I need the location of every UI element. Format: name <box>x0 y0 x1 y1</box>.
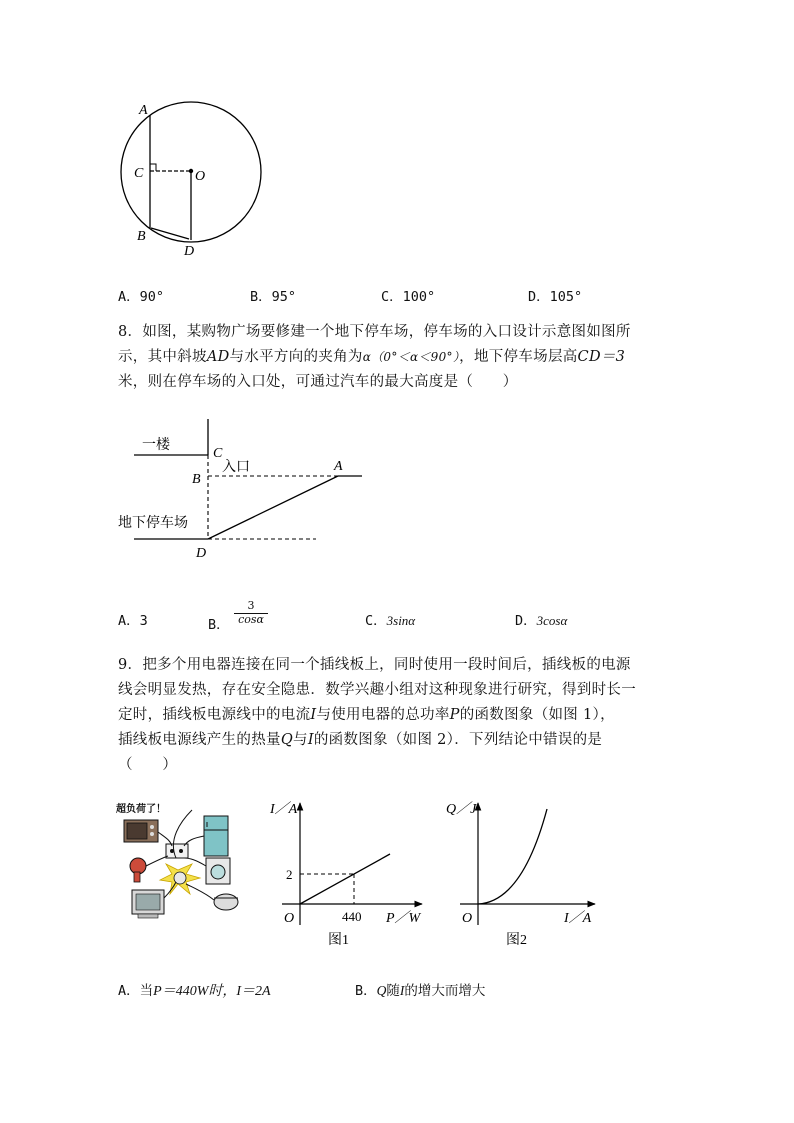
q9-line-1: 9．把多个用电器连接在同一个插线板上，同时使用一段时间后，插线板的电源 <box>118 657 631 673</box>
q8-option-d-expr: 3cosα <box>536 613 568 628</box>
q8-line-2 <box>118 345 625 369</box>
q9-option-b-prefix: B． <box>355 983 377 999</box>
q9-q: Q <box>280 732 293 748</box>
label-d: D <box>184 244 195 259</box>
q8-line-3: 米，则在停车场的入口处，可通过汽车的最大高度是（ ） <box>118 374 518 390</box>
right-angle-mark <box>150 164 156 171</box>
fig2-origin: O <box>462 911 473 926</box>
basement-label: 地下停车场 <box>118 516 188 531</box>
q7-option-a: A．90° <box>118 289 165 305</box>
q9-line-3 <box>118 703 615 727</box>
q8-line-2-pre: 示，其中斜坡 <box>118 349 207 365</box>
q8-cd: CD＝3 <box>577 349 626 365</box>
label-a: A <box>139 103 148 118</box>
label-b: B <box>137 229 146 244</box>
ramp-ad <box>208 476 338 539</box>
q8-line-1: 8．如图，某购物广场要修建一个地下停车场，停车场的入口设计示意图如图所 <box>118 324 631 340</box>
power-strip-icon <box>166 844 188 858</box>
q7-option-c: C．100° <box>381 289 436 305</box>
q9-figure-2 <box>440 795 605 950</box>
computer-icon <box>132 890 164 918</box>
hair-dryer-icon <box>130 858 146 882</box>
q8-line-2-post: ，地下停车场层高 <box>459 349 578 365</box>
q8-ramp-figure <box>110 415 370 565</box>
center-point <box>189 169 193 173</box>
entrance-label: 入口 <box>222 460 250 475</box>
fig1-graph-line <box>300 854 390 904</box>
label-a: A <box>334 459 343 474</box>
q9-option-a-expr: P＝440W时，I＝2A <box>153 984 271 999</box>
fig1-x-tick: 440 <box>342 909 362 924</box>
q8-option-a: A．3 <box>118 613 148 629</box>
microwave-icon <box>124 820 158 842</box>
q8-option-b-denominator: cosα <box>238 613 264 626</box>
q8-alpha-range: α（0°＜α＜90°） <box>362 350 460 364</box>
q9-i: I <box>310 707 317 723</box>
pot-icon <box>214 894 238 910</box>
q7-option-b: B．95° <box>250 289 297 305</box>
overload-cartoon <box>114 800 256 926</box>
q8-option-d <box>515 609 567 629</box>
label-c: C <box>213 446 223 461</box>
fig1-origin: O <box>284 911 295 926</box>
q9-i2: I <box>307 732 314 748</box>
q9-line-4 <box>118 728 602 752</box>
q8-option-c-expr: 3sinα <box>386 613 416 628</box>
fig2-caption: 图2 <box>506 933 527 948</box>
q7-option-d: D．105° <box>528 289 583 305</box>
floor1-label: 一楼 <box>142 438 170 453</box>
label-o: O <box>195 169 206 184</box>
q9-option-b-mid: 随 <box>386 983 400 999</box>
q8-option-d-prefix: D． <box>515 613 537 629</box>
label-b: B <box>192 472 201 487</box>
q9-option-b-post: 的增大而增大 <box>404 983 486 999</box>
washing-machine-icon <box>206 858 230 884</box>
label-d: D <box>196 546 207 561</box>
q8-option-b-prefix: B． <box>208 617 230 633</box>
q8-ad: AD <box>206 349 230 365</box>
fig1-y-label: I／A <box>270 802 298 817</box>
q9-line-3-pre: 定时，插线板电源线中的电流 <box>118 707 311 723</box>
cartoon-caption: 超负荷了！ <box>116 804 166 815</box>
fig1-y-tick: 2 <box>286 867 293 882</box>
q9-line-3-post: 的函数图象（如图 1）， <box>459 707 615 723</box>
q9-line-4-mid: 与 <box>293 732 308 748</box>
fig1-x-label: P／W <box>386 911 421 926</box>
q9-option-b <box>355 979 485 999</box>
spark-icon <box>160 864 200 894</box>
q9-line-3-mid: 与使用电器的总功率 <box>316 707 450 723</box>
q9-figure-1 <box>262 795 432 950</box>
q9-line-2: 线会明显发热，存在安全隐患．数学兴趣小组对这种现象进行研究，得到时长一 <box>118 682 636 698</box>
q9-option-a <box>118 979 271 1000</box>
fridge-icon <box>204 816 228 856</box>
q7-circle-figure <box>110 95 270 260</box>
q9-option-b-q: Q <box>376 983 387 998</box>
label-c: C <box>134 166 144 181</box>
q9-line-5: （ ） <box>118 757 178 773</box>
q9-option-b-i: I <box>399 983 405 998</box>
fig2-y-label: Q／J <box>446 802 477 817</box>
q9-p: P <box>449 707 460 723</box>
q8-option-c <box>365 609 415 629</box>
q8-option-b-numerator: 3 <box>247 599 255 612</box>
fig2-parabola <box>478 809 547 904</box>
q9-line-4-post: 的函数图象（如图 2）．下列结论中错误的是 <box>313 732 603 748</box>
q9-option-a-prefix: A．当 <box>118 983 154 999</box>
q8-option-c-prefix: C． <box>365 613 387 629</box>
fig1-caption: 图1 <box>328 933 349 948</box>
q9-line-4-pre: 插线板电源线产生的热量 <box>118 732 281 748</box>
q8-line-2-mid: 与水平方向的夹角为 <box>229 349 363 365</box>
fig2-x-label: I／A <box>564 911 592 926</box>
